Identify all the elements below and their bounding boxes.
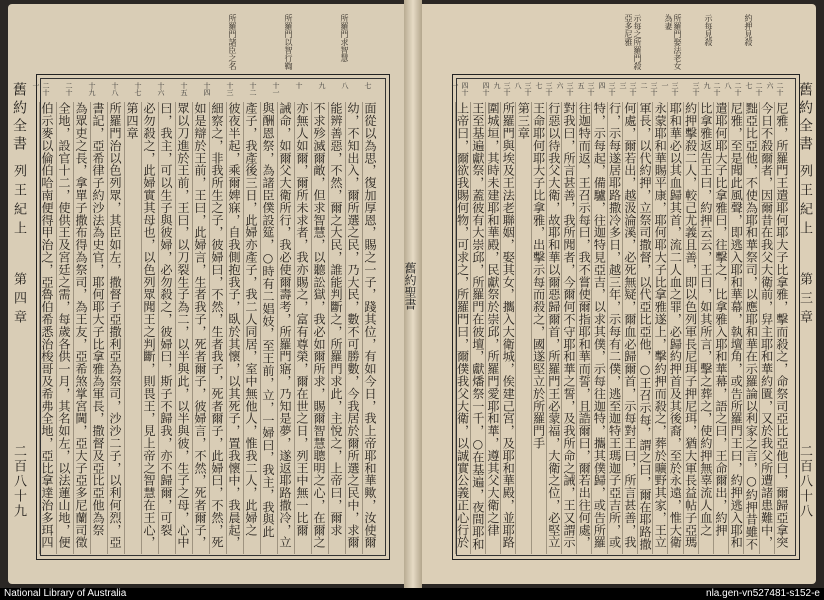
right-text-column: 行惡以待我父大衛，故耶和華以爾惡歸爾首，所羅門王必蒙福，大衛之位，必堅立 [546,102,561,549]
column-rule [209,102,210,554]
column-rule [455,102,456,554]
verse-number: 二十 [65,82,73,96]
column-rule [591,102,592,554]
right-text-column: 遣耶何耶大子比拿雅曰，往擊之，比拿雅入耶和華幕，語之曰，王命爾出，約押 [714,102,728,536]
left-book-title: 舊約全書 [11,82,27,154]
column-rule [277,102,278,554]
column-rule [158,102,159,554]
column-rule [470,102,471,554]
left-text-column: 不求殄滅爾敵，但求智慧，以聽訟獄，我必如爾所求，賜爾智慧聰明之心，在爾之 [312,102,326,549]
right-page [414,4,816,584]
verse-number: 十九 [88,82,96,96]
column-rule [561,102,562,554]
right-text-column: 約押擊殺二人，較己尤義且善，即以色列軍長尼珥子押尼珥，猶大軍長益帖子亞瑪 [683,102,698,549]
column-rule [107,102,108,554]
margin-note: 示每之所羅門殺亞多尼雅 [624,14,642,70]
verse-number: 十 [295,82,303,89]
column-rule [759,102,760,554]
right-text-column: 王至基遍獻祭，蓋彼有大崇邱，所羅門在彼壇，獻燔祭一千，○在基遍，夜間耶和 [470,102,485,551]
column-rule [683,102,684,554]
verse-number: 十七 [134,82,142,96]
left-book-section: 列王紀上 [11,164,26,240]
verse-number: 二十八 [724,82,742,96]
column-rule [311,102,312,554]
verse-number: 二十一 [32,82,50,96]
verse-number: 三十一 [661,82,679,96]
margin-note: 約押見殺 [744,14,753,46]
verse-number: 十四 [203,82,211,96]
column-rule [345,102,346,554]
left-text-column: 為眾吏之長，拿單子撒布得為祭司，為王友，亞希煞掌宮閫，亞大子亞多尼蘭司徵 [74,102,88,549]
left-text-column: 彼夜半起，乘爾婢寐，自我側抱我子，臥於其懷，以其死子，置我懷中，我晨起， [227,102,241,549]
verse-number: 二十七 [745,82,763,96]
margin-note: 所羅門娶法老女為妻 [664,14,682,70]
right-text-column: 今日不殺爾者，因爾昔在我父大衛前，舁主耶和華約匱，又於我父所遭諸患難中， [759,102,774,549]
verse-number: 三十九 [493,82,511,96]
right-text-column: 上帝曰，爾欲我賜何物，可求之，所羅門曰，爾僕我父大衛，以誠實公義正心行於 [455,102,470,549]
left-text-column: 眾以刀進於王前，王曰，以刀裂生子為二，以半與此，以半與彼，生子之母，心中 [176,102,190,549]
right-text-column: 往迦特而返，王召示每曰，我不嘗使爾指耶和華而誓，且誥爾曰，爾若出往何處， [577,102,592,549]
column-rule [607,102,608,554]
library-credit: National Library of Australia [4,588,127,599]
right-text-column: 特，示每起，備驢，往迦特見亞吉，以求其僕，示每往迦特，攜其僕歸，或告所羅 [592,102,607,549]
left-chapter: 第四章 [11,272,26,329]
left-text-column: 書記，亞希律子約沙法為史官，耶何耶大子比拿雅為軍長，撒督及亞比亞他為祭 [91,102,105,536]
column-rule [73,102,74,554]
left-text-column: 面從以為思，復加厚恩，賜之一子，踐其位，有如今日，我上帝耶和華歟，汝使爾 [363,102,377,549]
left-text-column: 曰，我主，可以生子與彼婦，必勿殺之，彼婦曰，斯子不歸我，亦不歸爾，可裂 [159,102,173,536]
right-text-column: 尼雅，至是聞此風聲，即逃入耶和華幕，執壇角，或告所羅門王曰，約押逃入耶和 [729,102,744,549]
verse-number: 十二 [249,82,257,96]
verse-number: 十五 [180,82,188,96]
column-rule [260,102,261,554]
right-text-column: 所羅門與埃及王法老聯姻，娶其女，攜入大衛城，俟建己宮，及耶和華殿，並耶路 [501,102,516,549]
column-rule [728,102,729,554]
right-text-column: 軍長，以代約押，立祭司撒督，以代亞比亞他，○王召示每，謂之曰，爾在耶路撒 [638,102,652,551]
column-rule [328,102,329,554]
right-text-column: 王命耶何耶大子比拿雅，出擊示每而殺之，國遂堅立於所羅門手 [531,102,546,450]
column-rule [141,102,142,554]
column-rule [175,102,176,554]
column-rule [743,102,744,554]
verse-number: 八 [341,82,349,89]
right-text-column: 第三章 [516,102,531,140]
spine-label: 舊約聖書 [403,262,417,310]
verse-number: 十一 [272,82,280,96]
column-rule [774,102,775,554]
left-text-column: 幼，不知出入，爾所選之民，乃大民，數不可勝數，今我居於爾所選之民中，求爾 [346,102,360,549]
column-rule [192,102,193,554]
verse-number: 十八 [111,82,119,96]
right-page-number: 二百八十八 [797,444,812,519]
right-text-column: 尼雅，所羅門王遣耶何耶大子比拿雅，擊而殺之，命祭司亞比亞他曰，爾歸亞拿突 [774,102,789,549]
right-book-title: 舊約全書 [797,82,813,154]
right-chapter: 第三章 [797,272,812,329]
column-rule [500,102,501,554]
left-text-column: 全地，設官十二，使供王及宮廷之需，每歲各供一月，其名如左，以法蓮山地，便 [57,102,71,549]
right-text-column: 耶和華必以其血歸其首，流二人血之罪，必歸約押首及其後裔，至於永遠，惟大衛 [668,102,683,549]
column-rule [56,102,57,554]
scan-footer [0,588,824,600]
column-rule [576,102,577,554]
verse-number: 十三 [226,82,234,96]
column-rule [667,102,668,554]
verse-number: 二十九 [703,82,721,96]
verse-number: 七 [364,82,372,89]
left-page [8,4,412,584]
verse-number: 三十五 [577,82,595,96]
column-rule [90,102,91,554]
column-rule [698,102,699,554]
verse-number: 三十二 [640,82,658,96]
left-text-column: 誡命，如爾父大衛所行，我必使爾壽考，所羅門寤，乃知是夢，遂返耶路撒冷，立 [278,102,292,549]
column-rule [546,102,547,554]
column-rule [713,102,714,554]
column-rule [362,102,363,554]
right-text-column: 行，示每遂居耶路撒冷多日，越三年，示每有二僕，逃至迦特王瑪迦子亞吉所，或 [607,102,622,549]
verse-number: 四十 [482,82,490,96]
right-text-column: 圍城垣，其時未建耶和華殿，民獻祭於崇邱，所羅門愛耶和華，遵其父大衛之律 [486,102,500,536]
scan-identifier: nla.gen-vn527481-s152-e [706,588,820,599]
left-text-column: 與酬恩祭，為諸臣僕設筵，○時有二娼妓，至王前，立，一婦曰，我主，我與此 [261,102,275,538]
margin-note: 所羅門以智行鞫 [284,14,293,70]
column-rule [652,102,653,554]
column-rule [124,102,125,554]
verse-number: 三十三 [619,82,637,96]
verse-number: 十六 [157,82,165,96]
verse-number: 三十八 [514,82,532,96]
column-rule [226,102,227,554]
right-text-column: 何處，爾若出，越汲淪溪，必死無疑，爾血必歸爾首，示每對王曰，所言甚善，我 [622,102,637,549]
left-text-column: 產子，我產後三日，此婦亦產子，我二人同居，室中無他人，惟我二人，此婦之 [244,102,258,536]
left-text-column: 必勿殺之，此婦實其母也，以色列眾聞王之判斷，則畏王，見上帝之智慧在王心， [142,102,156,549]
column-rule [515,102,516,554]
right-text-column: 比拿雅返告王曰，約押云云，王曰，如其所言，擊之葬之，使約押無辜流人血之 [698,102,713,536]
column-rule [485,102,486,554]
verse-number: 三十六 [556,82,574,96]
verse-number: 三十七 [535,82,553,96]
right-book-section: 列王紀上 [797,164,812,240]
column-rule [637,102,638,554]
left-text-column: 亦無人如爾，爾所未求者，我亦賜之，富有尊榮，爾在世之日，列王中無一比爾 [295,102,309,536]
margin-note: 所羅門求智慧 [340,14,349,62]
margin-note: 示每見殺 [704,14,713,46]
left-page-number: 二百八十九 [11,444,26,519]
left-text-column: 如是辯於王前，王曰，此婦言，生者我子，死者爾子，彼婦言，不然，死者爾子， [193,102,207,549]
verse-number: 二十六 [766,82,784,96]
verse-number: 四十一 [451,82,469,96]
column-rule [294,102,295,554]
left-text-column: 所羅門治以色列眾，其臣如左，撒督子亞撒利亞為祭司，沙沙二子，以利何烈，亞 [108,102,122,549]
left-text-column: 細察之，非我所生之子，彼婦曰，不然，生者我子，死者爾子，此婦曰，不然，死 [210,102,224,549]
verse-number: 三十四 [598,82,616,96]
verse-number: 九 [318,82,326,89]
right-text-column: 永蒙耶和華賜平康，耶何耶大子比拿雅遂上，擊約押而殺之，葬於曠野其家，王立 [653,102,668,549]
column-rule [39,102,40,554]
column-rule [531,102,532,554]
left-text-column: 能辨善惡，不然，爾之大民，誰能判斷之，所羅門求此，主悅之，上帝曰，爾求 [329,102,343,536]
right-text-column: 對我曰，所言甚善，我所聞者，今爾何不守耶和華之誓，及我所命之誡，王又謂示 [562,102,576,549]
margin-note: 所羅門諸臣之名 [228,14,237,70]
left-text-column: 第四章 [125,102,139,140]
column-rule [243,102,244,554]
column-rule [622,102,623,554]
right-text-column: 黜亞比亞他，不使為耶和華祭司，以應耶和華在示羅論以利家之言，○約押昔雖不 [744,102,759,551]
left-text-column: 伯示麥以倫伯哈南便得甲治之，亞魯伯希悉治梭哥及希弗全地，亞比拿達治多珥四 [40,102,54,549]
verse-number: 三十 [692,82,700,96]
